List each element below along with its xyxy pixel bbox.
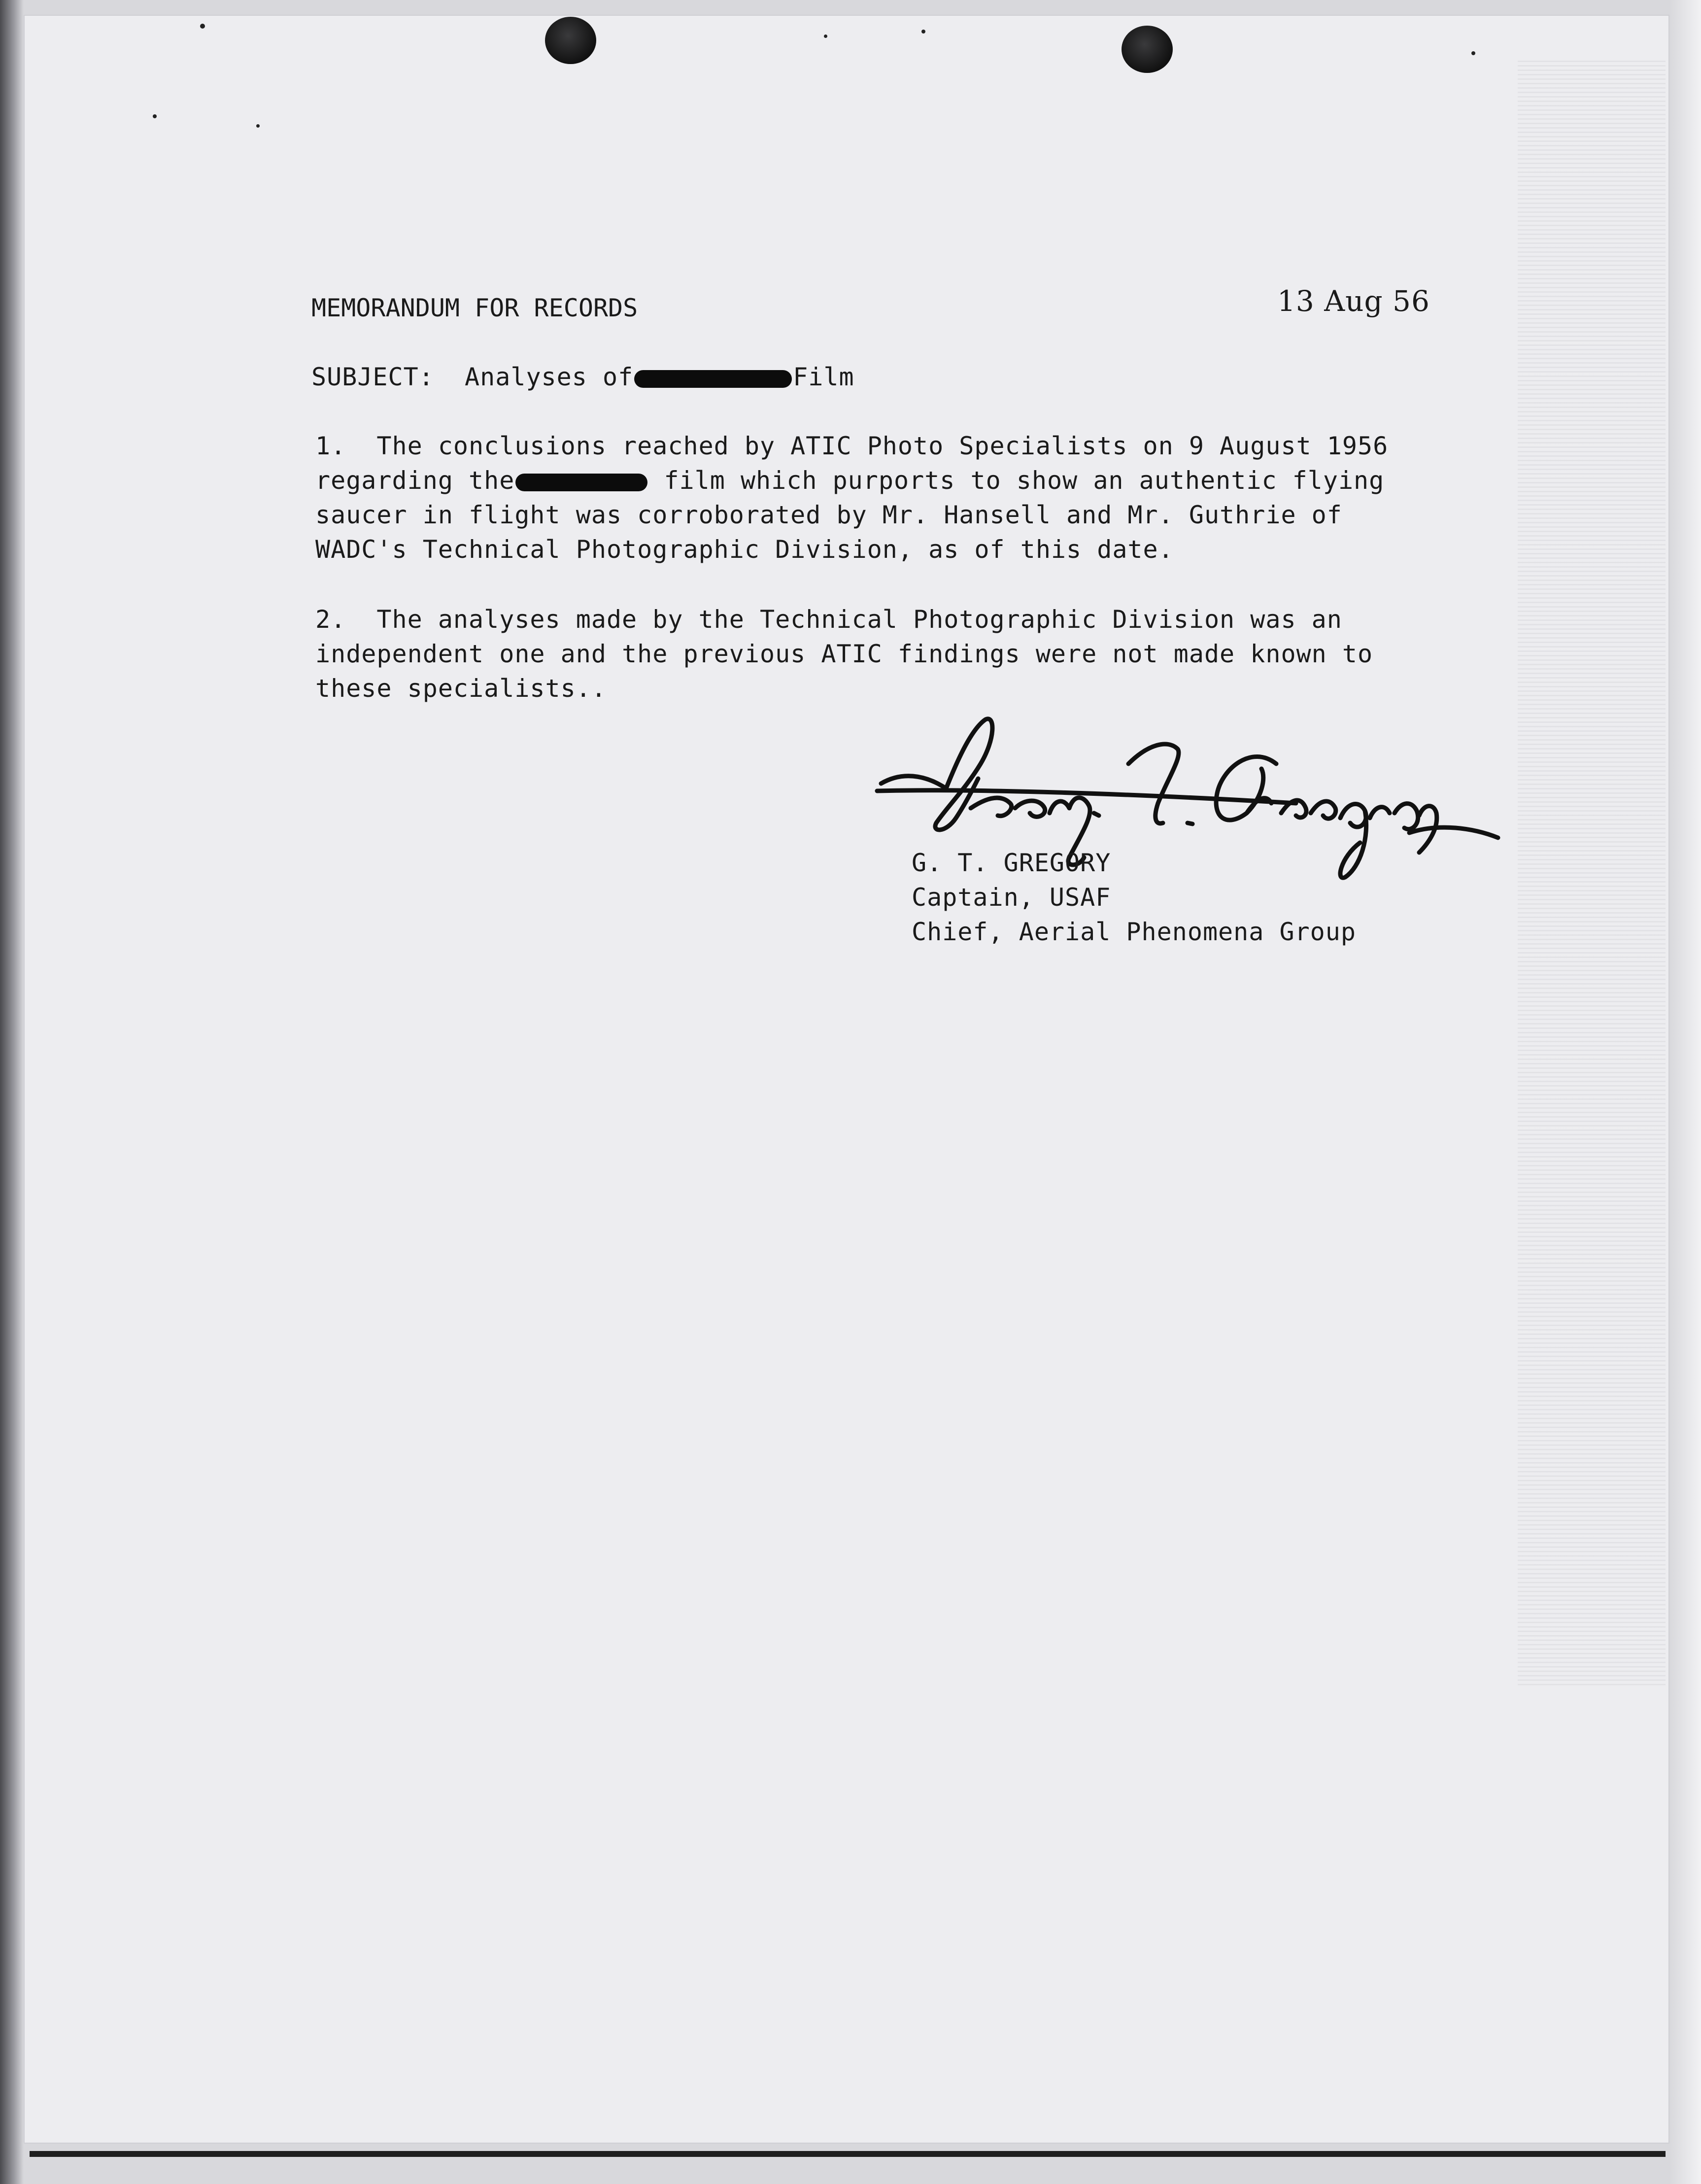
paragraph-line: 2. The analyses made by the Technical Photographic Division was an bbox=[315, 605, 1342, 634]
subject-suffix: Film bbox=[793, 363, 854, 391]
scan-right-edge bbox=[1669, 0, 1701, 2184]
paragraph-line: these specialists.. bbox=[315, 674, 607, 703]
paragraph-line: independent one and the previous ATIC findings were not made known to bbox=[315, 640, 1373, 668]
dust-speck bbox=[921, 30, 925, 34]
memo-heading: MEMORANDUM FOR RECORDS bbox=[311, 294, 638, 322]
scan-left-shadow bbox=[0, 0, 24, 2184]
line-fragment: regarding the bbox=[315, 466, 515, 495]
punch-hole-left bbox=[545, 17, 596, 64]
redaction-mark bbox=[515, 474, 647, 491]
redaction-mark bbox=[634, 370, 792, 388]
signature-block bbox=[912, 846, 1356, 949]
memo-page bbox=[24, 15, 1669, 2144]
memo-subject bbox=[311, 360, 854, 394]
scan-noise bbox=[1518, 59, 1666, 1685]
dust-speck bbox=[256, 124, 260, 128]
signer-name: G. T. GREGORY bbox=[912, 849, 1111, 877]
scan-bottom-rule bbox=[30, 2151, 1666, 2157]
line-fragment: film which purports to show an authentic flying bbox=[648, 466, 1385, 495]
paragraph-line: saucer in flight was corroborated by Mr. Hansell and Mr. Guthrie of bbox=[315, 501, 1342, 529]
paragraph-line: 1. The conclusions reached by ATIC Photo Specialists on 9 August 1956 bbox=[315, 432, 1389, 460]
dust-speck bbox=[153, 114, 157, 118]
paragraph-2 bbox=[315, 602, 1547, 706]
subject-label: SUBJECT: bbox=[311, 363, 434, 391]
signer-title: Chief, Aerial Phenomena Group bbox=[912, 918, 1356, 946]
paragraph-line bbox=[315, 463, 1547, 498]
paragraph-line: WADC's Technical Photographic Division, as of this date. bbox=[315, 535, 1174, 564]
dust-speck bbox=[1471, 51, 1475, 55]
dust-speck bbox=[824, 34, 827, 38]
paragraph-1 bbox=[315, 429, 1547, 567]
dust-speck bbox=[200, 24, 205, 29]
subject-prefix: Analyses of bbox=[465, 363, 634, 391]
memo-date: 13 Aug 56 bbox=[1277, 284, 1430, 318]
punch-hole-right bbox=[1122, 26, 1173, 73]
signer-rank: Captain, USAF bbox=[912, 883, 1111, 912]
